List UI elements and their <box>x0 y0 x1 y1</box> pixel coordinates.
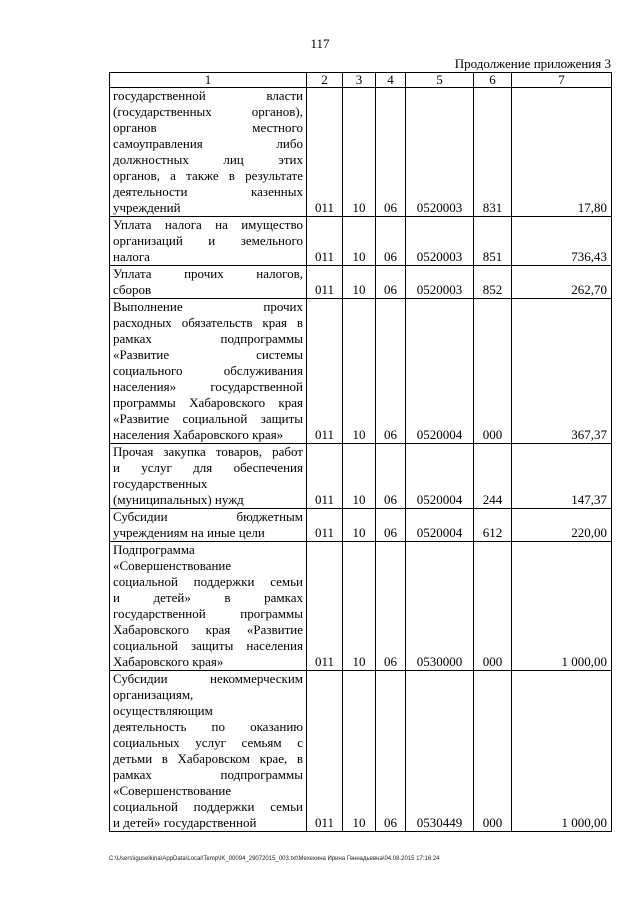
continuation-label: Продолжение приложения 3 <box>454 56 611 71</box>
table-row <box>110 88 612 217</box>
row-description <box>110 542 307 671</box>
table-row <box>110 444 612 509</box>
header-cell: 1 <box>110 73 307 88</box>
target-article-code: 0530449 <box>406 671 474 832</box>
description-line: Выполнение прочих <box>113 299 303 314</box>
table-row <box>110 671 612 832</box>
expense-type-code: 000 <box>474 671 512 832</box>
subsection-code: 06 <box>376 509 406 542</box>
row-description <box>110 217 307 266</box>
target-article-code: 0520003 <box>406 217 474 266</box>
description-line: учреждений <box>113 200 181 215</box>
section-code: 10 <box>343 444 376 509</box>
description-line: государственной программы <box>113 606 303 621</box>
description-line: органов, а также в результате <box>113 168 303 183</box>
target-article-code: 0520004 <box>406 509 474 542</box>
ministry-code: 011 <box>307 671 343 832</box>
description-line: «Совершенствование <box>113 558 232 573</box>
description-line: «Совершенствование <box>113 783 232 798</box>
row-description <box>110 266 307 299</box>
table-row <box>110 266 612 299</box>
description-line: органов местного <box>113 120 303 135</box>
description-line: осуществляющим <box>113 703 213 718</box>
budget-table <box>109 72 612 832</box>
ministry-code: 011 <box>307 444 343 509</box>
row-description <box>110 444 307 509</box>
header-cell: 4 <box>376 73 406 88</box>
table-row <box>110 542 612 671</box>
ministry-code: 011 <box>307 266 343 299</box>
subsection-code: 06 <box>376 671 406 832</box>
target-article-code: 0530000 <box>406 542 474 671</box>
ministry-code: 011 <box>307 217 343 266</box>
section-code: 10 <box>343 509 376 542</box>
description-line: государственной власти <box>113 88 303 103</box>
row-description <box>110 671 307 832</box>
row-description <box>110 509 307 542</box>
row-description <box>110 88 307 217</box>
description-line: и детей» государственной <box>113 815 257 830</box>
file-path-footer: C:\Users\iguselkina\AppData\Local\Temp\IK_00094_29072015_003.txt\Мехехина Ирина Геннадьевна\04.08.2015 17:16:24 <box>109 856 440 862</box>
description-line: Прочая закупка товаров, работ <box>113 444 303 459</box>
table-row <box>110 509 612 542</box>
description-line: рамках подпрограммы <box>113 331 303 346</box>
description-line: социальной поддержки семьи <box>113 574 303 589</box>
section-code: 10 <box>343 542 376 671</box>
ministry-code: 011 <box>307 299 343 444</box>
amount: 1 000,00 <box>512 671 612 832</box>
description-line: Хабаровского края» <box>113 654 224 669</box>
description-line: организаций и земельного <box>113 233 303 248</box>
description-line: «Развитие социальной защиты <box>113 411 303 426</box>
subsection-code: 06 <box>376 542 406 671</box>
description-line: программы Хабаровского края <box>113 395 303 410</box>
description-line: (муниципальных) нужд <box>113 492 244 507</box>
description-line: деятельности казенных <box>113 184 303 199</box>
target-article-code: 0520003 <box>406 266 474 299</box>
description-line: социального обслуживания <box>113 363 303 378</box>
description-line: социальной поддержки семьи <box>113 799 303 814</box>
description-line: налога <box>113 249 150 264</box>
description-line: сборов <box>113 282 152 297</box>
description-line: должностных лиц этих <box>113 152 303 167</box>
expense-type-code: 831 <box>474 88 512 217</box>
description-line: и услуг для обеспечения <box>113 460 303 475</box>
description-line: населения» государственной <box>113 379 303 394</box>
expense-type-code: 244 <box>474 444 512 509</box>
description-line: Субсидии некоммерческим <box>113 671 303 686</box>
description-line: расходных обязательств края в <box>113 315 303 330</box>
header-cell: 3 <box>343 73 376 88</box>
subsection-code: 06 <box>376 266 406 299</box>
description-line: Подпрограмма <box>113 542 195 557</box>
ministry-code: 011 <box>307 542 343 671</box>
section-code: 10 <box>343 217 376 266</box>
description-line: организациям, <box>113 687 194 702</box>
expense-type-code: 000 <box>474 542 512 671</box>
amount: 220,00 <box>512 509 612 542</box>
description-line: и детей» в рамках <box>113 590 303 605</box>
section-code: 10 <box>343 88 376 217</box>
table-row <box>110 299 612 444</box>
description-line: детьми в Хабаровском крае, в <box>113 751 303 766</box>
description-line: социальной защиты населения <box>113 638 303 653</box>
subsection-code: 06 <box>376 217 406 266</box>
subsection-code: 06 <box>376 299 406 444</box>
expense-type-code: 000 <box>474 299 512 444</box>
section-code: 10 <box>343 266 376 299</box>
description-line: Субсидии бюджетным <box>113 509 303 524</box>
page-number: 117 <box>310 36 330 51</box>
description-line: Уплата прочих налогов, <box>113 266 303 281</box>
target-article-code: 0520003 <box>406 88 474 217</box>
section-code: 10 <box>343 299 376 444</box>
header-cell: 5 <box>406 73 474 88</box>
description-line: Уплата налога на имущество <box>113 217 303 232</box>
description-line: социальных услуг семьям с <box>113 735 303 750</box>
section-code: 10 <box>343 671 376 832</box>
subsection-code: 06 <box>376 444 406 509</box>
description-line: рамках подпрограммы <box>113 767 303 782</box>
expense-type-code: 852 <box>474 266 512 299</box>
amount: 736,43 <box>512 217 612 266</box>
expense-type-code: 851 <box>474 217 512 266</box>
amount: 367,37 <box>512 299 612 444</box>
description-line: населения Хабаровского края» <box>113 427 284 442</box>
description-line: «Развитие системы <box>113 347 303 362</box>
ministry-code: 011 <box>307 88 343 217</box>
description-line: государственных <box>113 476 208 491</box>
subsection-code: 06 <box>376 88 406 217</box>
amount: 1 000,00 <box>512 542 612 671</box>
table-row <box>110 217 612 266</box>
header-cell: 7 <box>512 73 612 88</box>
target-article-code: 0520004 <box>406 444 474 509</box>
description-line: Хабаровского края «Развитие <box>113 622 303 637</box>
header-cell: 2 <box>307 73 343 88</box>
amount: 262,70 <box>512 266 612 299</box>
row-description <box>110 299 307 444</box>
amount: 147,37 <box>512 444 612 509</box>
target-article-code: 0520004 <box>406 299 474 444</box>
description-line: самоуправления либо <box>113 136 303 151</box>
description-line: деятельность по оказанию <box>113 719 303 734</box>
ministry-code: 011 <box>307 509 343 542</box>
description-line: учреждениям на иные цели <box>113 525 265 540</box>
table-header-row <box>110 73 612 88</box>
expense-type-code: 612 <box>474 509 512 542</box>
description-line: (государственных органов), <box>113 104 303 119</box>
amount: 17,80 <box>512 88 612 217</box>
header-cell: 6 <box>474 73 512 88</box>
